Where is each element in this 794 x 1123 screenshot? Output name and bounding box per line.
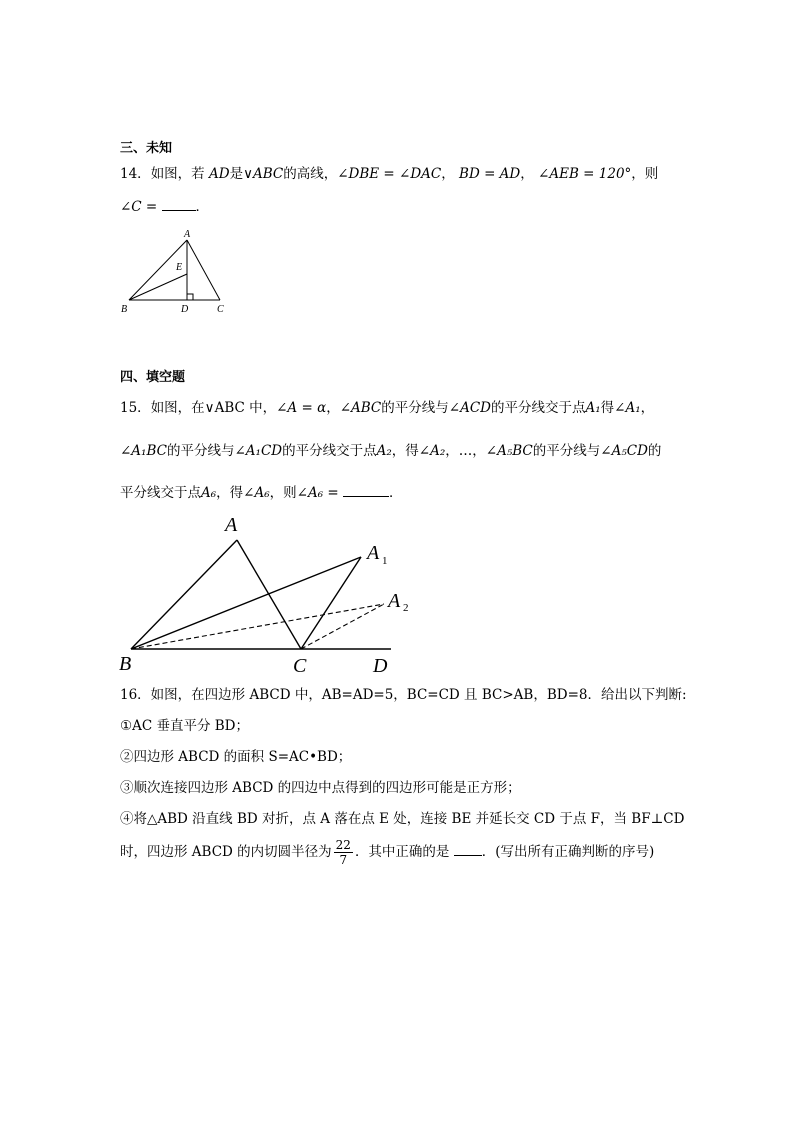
q16-line-1: 16．如图，在四边形 ABCD 中，AB=AD=5，BC=CD 且 BC>AB，BD=8．给出以下判断:	[120, 687, 687, 703]
q14-comma2: ，	[520, 166, 534, 182]
q15-l2j: 的平分线与	[532, 443, 601, 459]
q15-line-1	[120, 399, 654, 417]
q15-l1b: ∠A = α	[276, 400, 327, 416]
q15-l2i: ∠A₅BC	[485, 443, 533, 459]
q15-answer-blank[interactable]	[343, 484, 389, 497]
q16-answer-blank[interactable]	[454, 843, 482, 856]
q15-l1f: ∠ACD	[448, 400, 491, 416]
q14-line-2	[120, 198, 209, 216]
q15-l3d: ∠A₆	[243, 485, 270, 501]
q15-label-a: A	[225, 514, 238, 536]
q14-side-ac	[187, 240, 220, 300]
q15-number: 15．	[120, 400, 151, 416]
q16-item-4: ④将△ABD 沿直线 BD 对折，点 A 落在点 E 处，连接 BE 并延长交 CD 于点 F，当 BF⊥CD	[120, 811, 685, 827]
q14-then: ，则	[631, 166, 659, 182]
q16-l5c: ．(写出所有正确判断的序号)	[481, 844, 655, 860]
q14-intro: 如图，若	[150, 166, 205, 182]
q16-line-5	[120, 838, 654, 867]
q15-label-d: D	[373, 655, 388, 677]
q14-line-1	[120, 165, 658, 183]
q16-l5b: ．其中正确的是	[354, 844, 450, 860]
q15-label-a2: A	[388, 590, 401, 612]
q15-segment-ca2	[301, 604, 384, 649]
q15-label-a1: A	[367, 542, 380, 564]
q14-number: 14．	[120, 166, 151, 182]
q15-l1e: 的平分线与	[381, 400, 449, 416]
section-3-heading: 三、未知	[120, 141, 173, 156]
q15-l3c: ，得	[216, 485, 244, 501]
q14-segment-be	[129, 274, 187, 300]
q15-l2h: ，…，	[445, 443, 486, 459]
q14-end: ．	[195, 199, 210, 215]
q15-l1g: 的平分线交于点	[490, 400, 586, 416]
q14-label-b: B	[121, 304, 128, 315]
q15-l1d: ∠ABC	[339, 400, 382, 416]
q15-l2f: ，得	[391, 443, 419, 459]
q15-l2k: ∠A₅CD	[600, 443, 648, 459]
q15-l2c: ∠A₁CD	[234, 443, 283, 459]
q15-l2b: 的平分线与	[166, 443, 235, 459]
q14-triangle: ∨ABC	[243, 166, 284, 182]
q15-l2a: ∠A₁BC	[120, 443, 167, 459]
q15-l3g: ．	[389, 485, 403, 501]
q15-line-2	[120, 442, 661, 460]
q16-item-2: ②四边形 ABCD 的面积 S=AC•BD；	[120, 749, 352, 765]
q15-label-a2-subscript: 2	[403, 602, 409, 614]
q15-bisector-figure	[115, 510, 415, 685]
q15-l2g: ∠A₂	[418, 443, 446, 459]
q16-fraction-denominator: 7	[339, 853, 348, 867]
q15-l2l: 的	[647, 443, 662, 459]
q15-l3b: A₆	[201, 485, 217, 501]
q15-l2e: A₂	[376, 443, 392, 459]
q14-right-angle-mark	[187, 294, 193, 300]
q15-l3a: 平分线交于点	[120, 485, 201, 501]
q15-label-c: C	[293, 655, 307, 677]
q15-l1c: ，	[326, 400, 340, 416]
q14-label-d: D	[181, 304, 189, 315]
q14-comma1: ，	[441, 166, 455, 182]
q14-label-a: A	[184, 229, 191, 240]
q14-label-c: C	[217, 304, 224, 315]
q15-l1k: ，	[640, 400, 655, 416]
q15-l1j: ∠A₁	[614, 400, 641, 416]
q15-segment-ca1	[301, 557, 361, 649]
q15-l3f: ∠A₆ =	[296, 485, 339, 501]
q15-line-3	[120, 484, 403, 502]
q15-l3e: ，则	[269, 485, 297, 501]
q14-answer-blank[interactable]	[162, 198, 196, 211]
q14-ask: ∠C =	[120, 199, 158, 215]
q16-item-3: ③顺次连接四边形 ABCD 的四边中点得到的四边形可能是正方形；	[120, 780, 521, 796]
q15-l1h: A₁	[585, 400, 601, 416]
q16-l5a: 时，四边形 ABCD 的内切圆半径为	[120, 844, 332, 860]
q15-label-b: B	[119, 653, 132, 675]
q14-eq2: BD = AD	[459, 166, 521, 182]
q14-eq1: ∠DBE = ∠DAC	[337, 166, 442, 182]
section-4-heading: 四、填空题	[120, 370, 186, 385]
q15-l2d: 的平分线交于点	[282, 443, 377, 459]
q16-fraction-numerator: 22	[335, 838, 351, 852]
q15-l1a: 如图，在∨ABC 中，	[150, 400, 277, 416]
q14-is: 是	[229, 166, 244, 182]
q14-eq3: ∠AEB = 120°	[538, 166, 632, 182]
q15-label-a1-subscript: 1	[382, 555, 388, 567]
q15-l1i: 得	[600, 400, 615, 416]
q14-altitude-text: 的高线，	[283, 166, 338, 182]
q14-ad: AD	[208, 166, 230, 182]
q16-item-1: ①AC 垂直平分 BD；	[120, 718, 250, 734]
q14-label-e: E	[176, 262, 183, 273]
q14-triangle-figure	[115, 228, 235, 320]
q16-fraction	[334, 838, 353, 867]
